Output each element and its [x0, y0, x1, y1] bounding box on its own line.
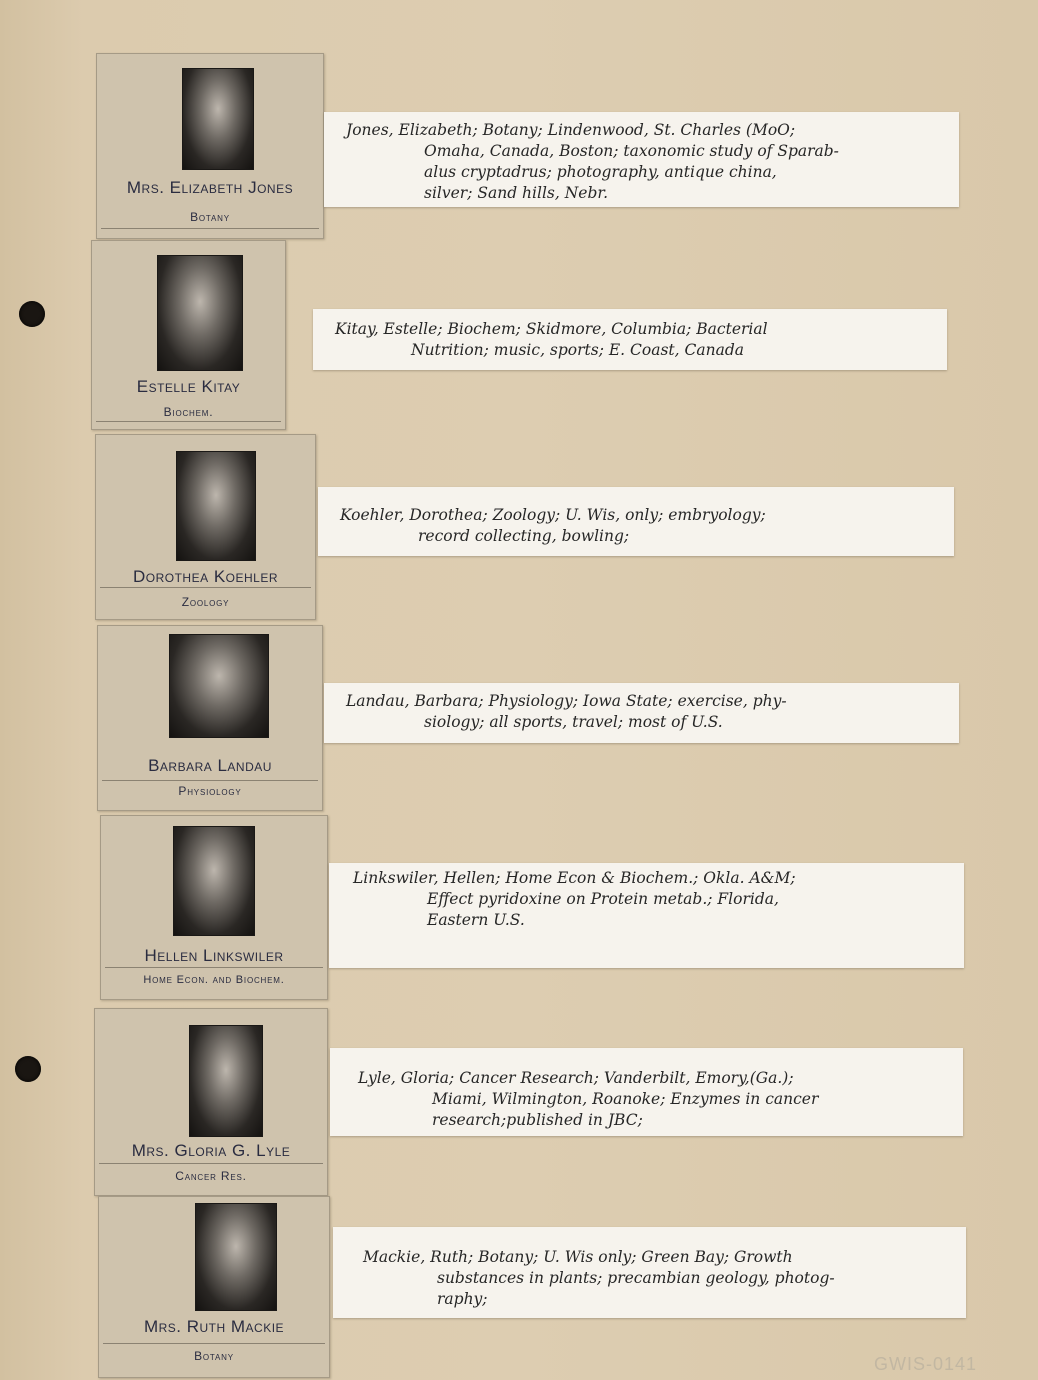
- portrait-photo: [157, 255, 243, 371]
- info-line: Linkswiler, Hellen; Home Econ & Biochem.; Okla. A&M;: [353, 869, 796, 887]
- info-line: Koehler, Dorothea; Zoology; U. Wis, only; embryology;: [340, 506, 766, 524]
- info-strip: [333, 1227, 966, 1318]
- info-line: Nutrition; music, sports; E. Coast, Canada: [411, 341, 744, 359]
- divider: [101, 228, 319, 229]
- person-name: Dorothea Koehler: [132, 567, 279, 586]
- person-name: Mrs. Elizabeth Jones: [126, 178, 294, 197]
- info-line: Landau, Barbara; Physiology; Iowa State; exercise, phy-: [346, 692, 787, 710]
- divider: [99, 1163, 323, 1164]
- profile-card: [98, 1196, 330, 1378]
- info-strip: [324, 112, 959, 207]
- info-line: record collecting, bowling;: [418, 527, 630, 545]
- info-strip: [330, 1048, 963, 1136]
- divider: [105, 967, 323, 968]
- info-line: raphy;: [437, 1290, 488, 1308]
- department-label: Biochem.: [163, 405, 214, 419]
- info-line: silver; Sand hills, Nebr.: [424, 184, 609, 202]
- profile-card: [96, 53, 324, 239]
- info-line: Mackie, Ruth; Botany; U. Wis only; Green Bay; Growth: [363, 1248, 793, 1266]
- info-line: Kitay, Estelle; Biochem; Skidmore, Columbia; Bacterial: [335, 320, 768, 338]
- profile-card: [91, 240, 286, 430]
- archive-stamp: GWIS-0141: [874, 1354, 978, 1374]
- binder-hole-top: [19, 301, 45, 327]
- department-label: Botany: [194, 1349, 234, 1363]
- department-label: Physiology: [178, 784, 242, 798]
- portrait-photo: [173, 826, 255, 936]
- department-label: Botany: [190, 210, 230, 224]
- info-strip: [329, 863, 964, 968]
- portrait-photo: [189, 1025, 263, 1137]
- info-line: Omaha, Canada, Boston; taxonomic study of Sparab-: [424, 142, 839, 160]
- person-name: Hellen Linkswiler: [144, 946, 284, 965]
- department-label: Zoology: [181, 595, 230, 609]
- info-strip: [324, 683, 959, 743]
- portrait-photo: [176, 451, 256, 561]
- info-line: alus cryptadrus; photography, antique china,: [424, 163, 777, 181]
- profile-card: [94, 1008, 328, 1196]
- info-line: research;published in JBC;: [432, 1111, 643, 1129]
- person-name: Barbara Landau: [148, 756, 272, 775]
- info-line: substances in plants; precambian geology, photog-: [437, 1269, 835, 1287]
- profile-card: [97, 625, 323, 811]
- divider: [103, 1343, 325, 1344]
- person-name: Mrs. Gloria G. Lyle: [131, 1141, 291, 1160]
- info-strip: [318, 487, 954, 556]
- department-label: Cancer Res.: [175, 1169, 247, 1183]
- binder-hole-bottom: [15, 1056, 41, 1082]
- info-strip: [313, 309, 947, 370]
- divider: [100, 587, 311, 588]
- info-line: Miami, Wilmington, Roanoke; Enzymes in cancer: [432, 1090, 819, 1108]
- person-name: Mrs. Ruth Mackie: [143, 1317, 285, 1336]
- person-name: Estelle Kitay: [136, 377, 241, 396]
- divider: [102, 780, 318, 781]
- info-line: Jones, Elizabeth; Botany; Lindenwood, St. Charles (MoO;: [346, 121, 796, 139]
- info-line: siology; all sports, travel; most of U.S.: [424, 713, 723, 731]
- portrait-photo: [195, 1203, 277, 1311]
- divider: [96, 421, 281, 422]
- profile-card: [100, 815, 328, 1000]
- profile-card: [95, 434, 316, 620]
- info-line: Effect pyridoxine on Protein metab.; Florida,: [427, 890, 779, 908]
- portrait-photo: [169, 634, 269, 738]
- portrait-photo: [182, 68, 254, 170]
- info-line: Eastern U.S.: [427, 911, 525, 929]
- info-line: Lyle, Gloria; Cancer Research; Vanderbilt, Emory,(Ga.);: [358, 1069, 794, 1087]
- department-label: Home Econ. and Biochem.: [143, 974, 285, 986]
